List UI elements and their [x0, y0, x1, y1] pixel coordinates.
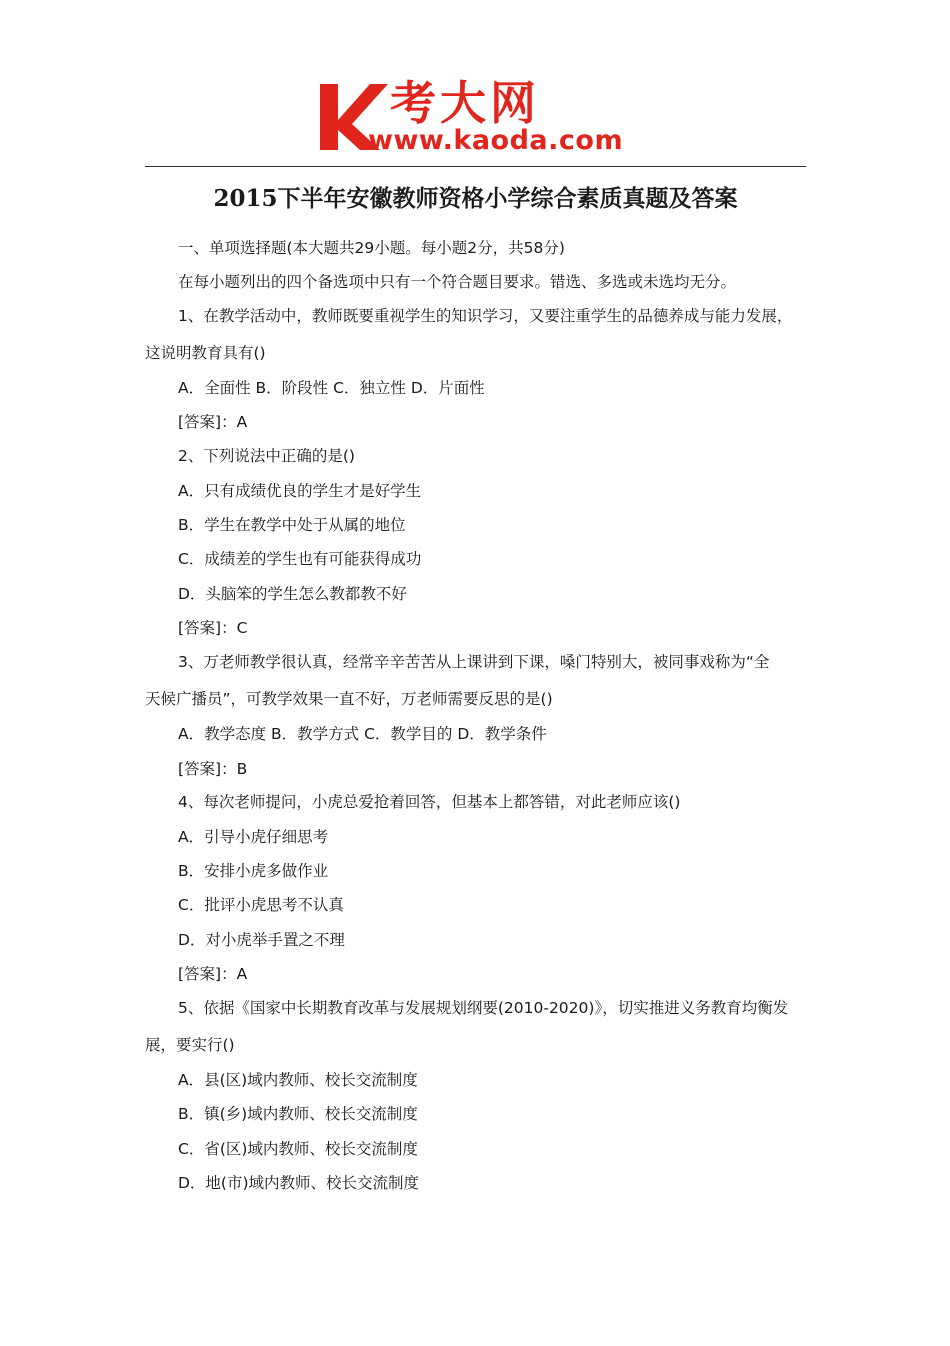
question-4-option-d: D．对小虎举手置之不理 — [178, 931, 345, 949]
question-1-answer: [答案]：A — [178, 413, 248, 431]
question-4-option-a: A．引导小虎仔细思考 — [178, 828, 329, 846]
question-2-option-c: C．成绩差的学生也有可能获得成功 — [178, 550, 422, 568]
kaoda-logo — [318, 76, 648, 160]
question-4-option-b: B．安排小虎多做作业 — [178, 862, 329, 880]
question-5-option-b: B．镇(乡)域内教师、校长交流制度 — [178, 1105, 418, 1123]
question-2-answer: [答案]：C — [178, 619, 248, 637]
question-1-text-cont: 这说明教育具有() — [145, 344, 266, 362]
question-5-text-cont: 展，要实行() — [145, 1036, 235, 1054]
logo-chinese-text: 考大网 — [390, 76, 540, 130]
question-5-option-a: A．县(区)域内教师、校长交流制度 — [178, 1071, 418, 1089]
question-5-option-c: C．省(区)域内教师、校长交流制度 — [178, 1140, 418, 1158]
question-3-answer: [答案]：B — [178, 760, 248, 778]
question-1-text: 1、在教学活动中，教师既要重视学生的知识学习，又要注重学生的品德养成与能力发展， — [178, 307, 793, 325]
question-2-option-b: B．学生在教学中处于从属的地位 — [178, 516, 406, 534]
logo-url-text: www.kaoda.com — [368, 125, 624, 156]
question-4-option-c: C．批评小虎思考不认真 — [178, 896, 344, 914]
question-2-option-a: A．只有成绩优良的学生才是好学生 — [178, 482, 422, 500]
question-2-option-d: D．头脑笨的学生怎么教都教不好 — [178, 585, 407, 603]
question-3-text-cont: 天候广播员”，可教学效果一直不好，万老师需要反思的是() — [145, 690, 553, 708]
question-3-text: 3、万老师教学很认真，经常辛辛苦苦从上课讲到下课，嗓门特别大，被同事戏称为“全 — [178, 653, 770, 671]
instructions: 在每小题列出的四个备选项中只有一个符合题目要求。错选、多选或未选均无分。 — [178, 273, 737, 291]
page-title: 2015下半年安徽教师资格小学综合素质真题及答案 — [213, 185, 738, 212]
question-4-answer: [答案]：A — [178, 965, 248, 983]
question-4-text: 4、每次老师提问，小虎总爱抢着回答，但基本上都答错，对此老师应该() — [178, 793, 681, 811]
section-heading: 一、单项选择题(本大题共29小题。每小题2分，共58分) — [178, 239, 565, 257]
question-5-text: 5、依据《国家中长期教育改革与发展规划纲要(2010-2020)》，切实推进义务教育均衡发 — [178, 999, 789, 1017]
question-1-options: A．全面性 B．阶段性 C．独立性 D．片面性 — [178, 379, 485, 397]
question-2-text: 2、下列说法中正确的是() — [178, 447, 355, 465]
header-divider — [145, 166, 806, 167]
question-5-option-d: D．地(市)域内教师、校长交流制度 — [178, 1174, 420, 1192]
question-3-options: A．教学态度 B．教学方式 C．教学目的 D．教学条件 — [178, 725, 547, 743]
